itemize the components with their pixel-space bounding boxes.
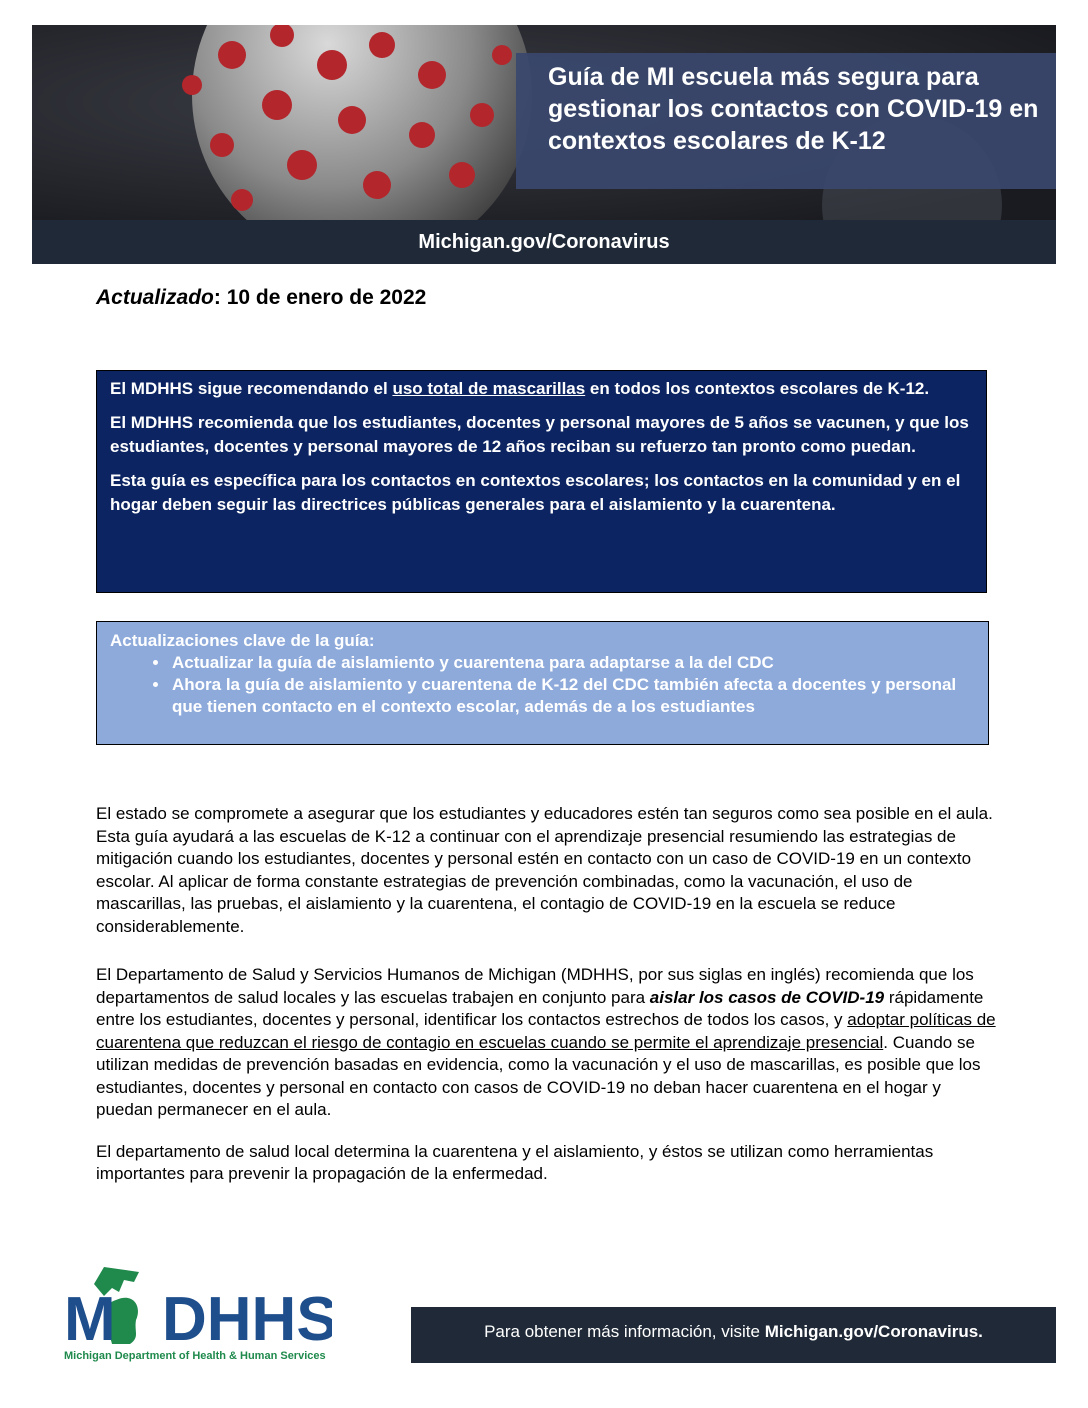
footer-text: Para obtener más información, visite: [484, 1322, 765, 1341]
list-item: • Ahora la guía de aislamiento y cuarentena de K-12 del CDC también afecta a docentes y personal que tienen contacto en el contexto escolar, además de a los estudiantes: [170, 674, 974, 718]
body-paragraph-2: [96, 964, 996, 1122]
quarantine-policy-link[interactable]: adoptar políticas de cuarentena que reduzcan el riesgo de contagio en escuelas cuando se permite el aprendizaje presencial: [96, 1010, 996, 1052]
page-title: Guía de MI escuela más segura para gestionar los contactos con COVID-19 en contextos escolares de K-12: [548, 63, 1039, 155]
header-banner: [32, 25, 1056, 220]
notice-paragraph-1: [110, 377, 972, 401]
notice-text: en todos los contextos escolares de K-12.: [585, 379, 930, 398]
updated-sep: :: [213, 286, 227, 309]
body-text: El Departamento de Salud y Servicios Humanos de Michigan (MDHHS, por sus siglas en inglés) recomienda que los departamentos de salud locales y las escuelas trabajen en conjunto para: [96, 965, 974, 1007]
updated-date: 10 de enero de 2022: [226, 286, 427, 309]
mdhhs-logo: [64, 1262, 332, 1370]
logo-tagline: Michigan Department of Health & Human Services: [64, 1350, 326, 1362]
notice-paragraph-2: El MDHHS recomienda que los estudiantes, docentes y personal mayores de 5 años se vacunen, y que los estudiantes, docentes y personal mayores de 12 años reciban su refuerzo tan pronto como puedan.: [110, 413, 969, 456]
body-text: rápidamente entre los estudiantes, docentes y personal, identificar los contactos estrechos de todos los casos, y: [96, 987, 984, 1029]
key-updates-box: [96, 621, 989, 745]
body-section: [96, 803, 996, 1205]
footer-link[interactable]: Michigan.gov/Coronavirus.: [764, 1322, 983, 1341]
mdhhs-logo-mark: [64, 1262, 332, 1350]
updated-label: Actualizado: [96, 286, 214, 309]
logo-dhhs: DHHS: [162, 1285, 332, 1350]
body-paragraph-1: El estado se compromete a asegurar que los estudiantes y educadores estén tan seguros como sea posible en el aula. Esta guía ayudará a las escuelas de K-12 a continuar con el aprendizaje presencial resumiendo las estrategias de mitigación cuando los estudiantes, docentes y personal estén en contacto con un caso de COVID-19 en un contexto escolar. Al aplicar de forma constante estrategias de prevención combinadas, como la vacunación, el uso de mascarillas, las pruebas, el aislamiento y la cuarentena, el contagio de COVID-19 en la escuela se reduce considerablemente.: [96, 804, 993, 936]
notice-paragraph-3: Esta guía es específica para los contactos en contextos escolares; los contactos en la comunidad y en el hogar deben seguir las directrices públicas generales para el aislamiento y la cuarentena.: [110, 471, 961, 514]
footer-bar: [411, 1307, 1056, 1363]
list-item: • Actualizar la guía de aislamiento y cuarentena para adaptarse a la del CDC: [170, 652, 974, 674]
key-updates-list: [110, 652, 974, 718]
body-text: . Cuando se utilizan medidas de prevención basadas en evidencia, como la vacunación y el uso de mascarillas, es posible que los estudiantes, docentes y personal en contacto con casos de COVID-19 no deban hacer cuarentena en el hogar y puedan permanecer en el aula.: [96, 1032, 981, 1119]
notice-text: El MDHHS sigue recomendando el: [110, 379, 393, 398]
isolate-emphasis: aislar los casos de COVID-19: [649, 987, 885, 1007]
key-updates-heading: Actualizaciones clave de la guía:: [110, 631, 375, 650]
notice-box: [96, 370, 987, 593]
logo-m: M: [64, 1285, 116, 1350]
body-paragraph-3: El departamento de salud local determina la cuarentena y el aislamiento, y éstos se utilizan como herramientas importantes para prevenir la propagación de la enfermedad.: [96, 1141, 934, 1183]
url-bar: Michigan.gov/Coronavirus: [32, 220, 1056, 264]
masks-link[interactable]: uso total de mascarillas: [392, 379, 586, 398]
title-box: [516, 53, 1056, 189]
updated-line: [96, 286, 426, 310]
